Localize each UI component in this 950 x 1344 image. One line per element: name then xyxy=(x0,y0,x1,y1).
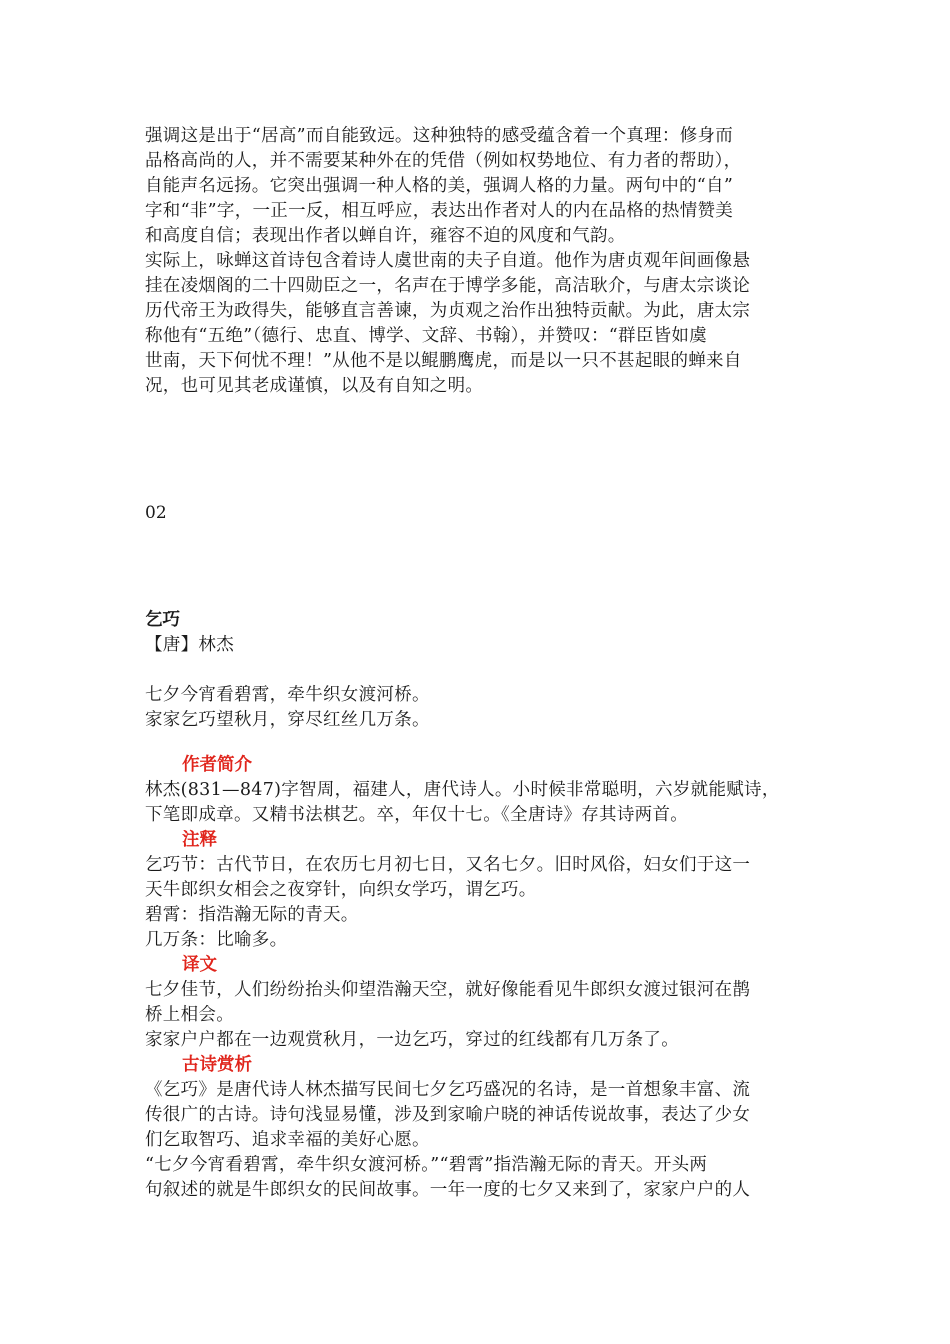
text-line: 称他有“五绝”（德行、忠直、博学、文辞、书翰），并赞叹：“群臣皆如虞 xyxy=(145,326,708,346)
text-line: 家家户户都在一边观赏秋月，一边乞巧，穿过的红线都有几万条了。 xyxy=(145,1030,679,1050)
text-line: 天牛郎织女相会之夜穿针，向织女学巧，谓乞巧。 xyxy=(145,880,537,900)
poem-title: 乞巧 xyxy=(145,610,180,630)
text-line: 林杰(831—847)字智周，福建人，唐代诗人。小时候非常聪明，六岁就能赋诗， xyxy=(145,780,780,800)
poem-body xyxy=(145,683,805,733)
poem-line: 七夕今宵看碧霄，牵牛织女渡河桥。 xyxy=(145,685,430,705)
text-line: 几万条：比喻多。 xyxy=(145,930,288,950)
text-line: 字和“非”字，一正一反，相互呼应，表达出作者对人的内在品格的热情赞美 xyxy=(145,201,734,221)
text-line: “七夕今宵看碧霄，牵牛织女渡河桥。”“碧霄”指浩瀚无际的青天。开头两 xyxy=(145,1155,708,1175)
document-page xyxy=(145,124,805,1203)
text-line: 碧霄：指浩瀚无际的青天。 xyxy=(145,905,359,925)
appreciation-heading: 古诗赏析 xyxy=(182,1055,252,1075)
text-line: 实际上，咏蝉这首诗包含着诗人虞世南的夫子自道。他作为唐贞观年间画像悬 xyxy=(145,251,751,271)
text-line: 句叙述的就是牛郎织女的民间故事。一年一度的七夕又来到了，家家户户的人 xyxy=(145,1180,751,1200)
poem-line: 家家乞巧望秋月，穿尽红丝几万条。 xyxy=(145,710,430,730)
text-line: 七夕佳节，人们纷纷抬头仰望浩瀚天空，就好像能看见牛郎织女渡过银河在鹊 xyxy=(145,980,751,1000)
text-line: 况，也可见其老成谨慎，以及有自知之明。 xyxy=(145,376,484,396)
intro-paragraph xyxy=(145,124,805,399)
section-number: 02 xyxy=(145,503,167,523)
text-line: 《乞巧》是唐代诗人林杰描写民间七夕乞巧盛况的名诗，是一首想象丰富、流 xyxy=(145,1080,751,1100)
notes-heading: 注释 xyxy=(182,830,217,850)
text-line: 自能声名远扬。它突出强调一种人格的美，强调人格的力量。两句中的“自” xyxy=(145,176,734,196)
author-intro-heading: 作者简介 xyxy=(182,755,252,775)
poem-author: 【唐】林杰 xyxy=(145,635,234,655)
text-line: 强调这是出于“居高”而自能致远。这种独特的感受蕴含着一个真理：修身而 xyxy=(145,126,734,146)
text-line: 世南，天下何忧不理！”从他不是以鲲鹏鹰虎，而是以一只不甚起眼的蝉来自 xyxy=(145,351,742,371)
text-line: 和高度自信；表现出作者以蝉自许，雍容不迫的风度和气韵。 xyxy=(145,226,626,246)
translation-heading: 译文 xyxy=(182,955,217,975)
text-line: 挂在凌烟阁的二十四勋臣之一，名声在于博学多能，高洁耿介，与唐太宗谈论 xyxy=(145,276,751,296)
text-line: 品格高尚的人，并不需要某种外在的凭借（例如权势地位、有力者的帮助）， xyxy=(145,151,742,171)
text-line: 下笔即成章。又精书法棋艺。卒，年仅十七。《全唐诗》存其诗两首。 xyxy=(145,805,689,825)
text-line: 桥上相会。 xyxy=(145,1005,234,1025)
text-line: 历代帝王为政得失，能够直言善谏，为贞观之治作出独特贡献。为此，唐太宗 xyxy=(145,301,751,321)
text-line: 传很广的古诗。诗句浅显易懂，涉及到家喻户晓的神话传说故事，表达了少女 xyxy=(145,1105,751,1125)
text-line: 们乞取智巧、追求幸福的美好心愿。 xyxy=(145,1130,430,1150)
text-line: 乞巧节：古代节日，在农历七月初七日，又名七夕。旧时风俗，妇女们于这一 xyxy=(145,855,751,875)
